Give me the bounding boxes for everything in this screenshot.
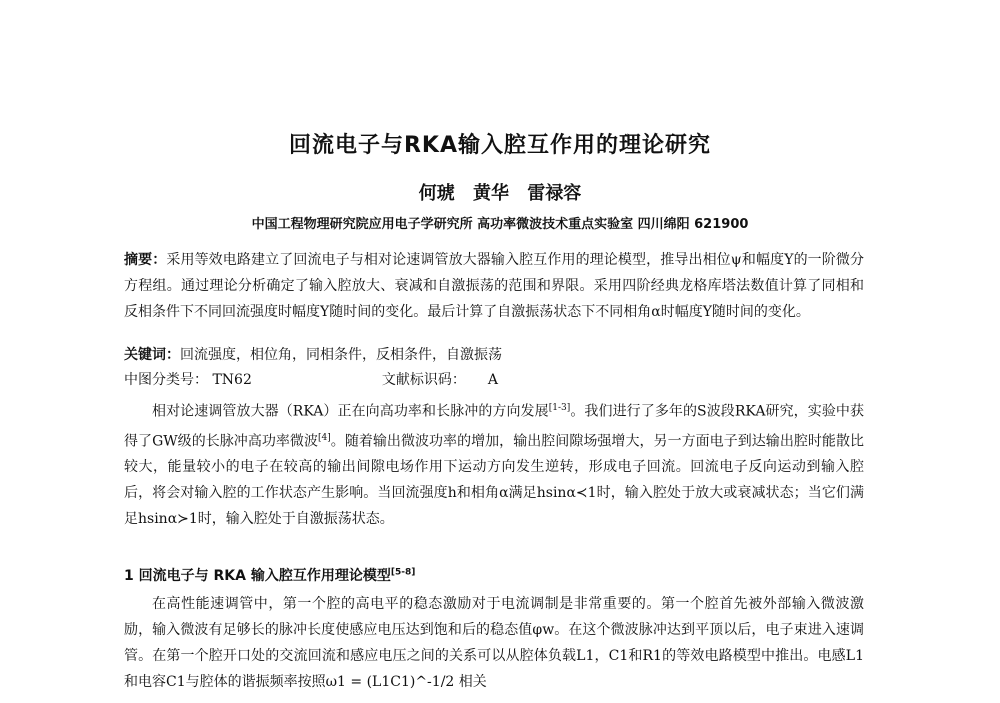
intro-text-2: 。我们进行了多年的S波段RKA研究，实验中获得了GW级的长脉冲高功率微波 — [124, 403, 864, 450]
section-1-heading — [124, 565, 415, 585]
doc-code-label: 文献标识码： — [381, 372, 466, 388]
intro-text-1: 相对论速调管放大器（RKA）正在向高功率和长脉冲的方向发展 — [152, 403, 549, 420]
clc-label: 中图分类号： — [124, 372, 208, 388]
paper-authors: 何琥 黄华 雷禄容 — [418, 183, 582, 204]
clc-value: TN62 — [212, 372, 252, 388]
citation-5-8: [5-8] — [390, 567, 416, 578]
paper-affiliation: 中国工程物理研究院应用电子学研究所 高功率微波技术重点实验室 四川绵阳 621900 — [251, 217, 749, 232]
keywords-label: 关键词： — [124, 347, 180, 363]
keywords-text: 回流强度，相位角，同相条件，反相条件，自激振荡 — [180, 347, 502, 363]
intro-text-3: 。随着输出微波功率的增加，输出腔间隙场强增大，另一方面电子到达输出腔时能散比较大，能量较小的电子在较高的输出间隙电场作用下运动方向发生逆转，形成电子回流。回流电子反向运动到输入腔后，将会对输入腔的工作状态产生影响。当回流强度h和相角α满足hsinα≺1时，输入腔处于放大或衰减状态；当它们满足hsinα≻1时，输入腔处于自激振荡状态。 — [124, 433, 864, 528]
paper-title: 回流电子与RKA输入腔互作用的理论研究 — [288, 133, 712, 158]
section-1-title: 1 回流电子与 RKA 输入腔互作用理论模型 — [124, 568, 391, 584]
citation-1-3: [1-3] — [548, 403, 571, 413]
abstract-label: 摘要： — [124, 252, 167, 268]
doc-code-value: A — [487, 372, 498, 388]
section-1-paragraph: 在高性能速调管中，第一个腔的高电平的稳态激励对于电流调制是非常重要的。第一个腔首先被外部输入微波激励，输入微波有足够长的脉冲长度使感应电压达到饱和后的稳态值φw。在这个微波脉冲达到平顶以后，电子束进入速调管。在第一个腔开口处的交流回流和感应电压之间的关系可以从腔体负载L1，C1和R1的等效电路模型中推出。电感L1和电容C1与腔体的谐振频率按照ω1 = (L1C1)^-1/2 相关 — [124, 596, 864, 690]
citation-4: [4] — [318, 432, 331, 443]
intro-paragraph — [124, 395, 864, 532]
abstract-text: 采用等效电路建立了回流电子与相对论速调管放大器输入腔互作用的理论模型，推导出相位ψ和幅度Y的一阶微分方程组。通过理论分析确定了输入腔放大、衰减和自激振荡的范围和界限。采用四阶经典龙格库塔法数值计算了同相和反相条件下不同回流强度时幅度Y随时间的变化。最后计算了自激振荡状态下不同相角α时幅度Y随时间的变化。 — [124, 252, 865, 320]
abstract — [124, 247, 864, 325]
keywords — [124, 344, 502, 364]
classification-line — [124, 369, 498, 389]
